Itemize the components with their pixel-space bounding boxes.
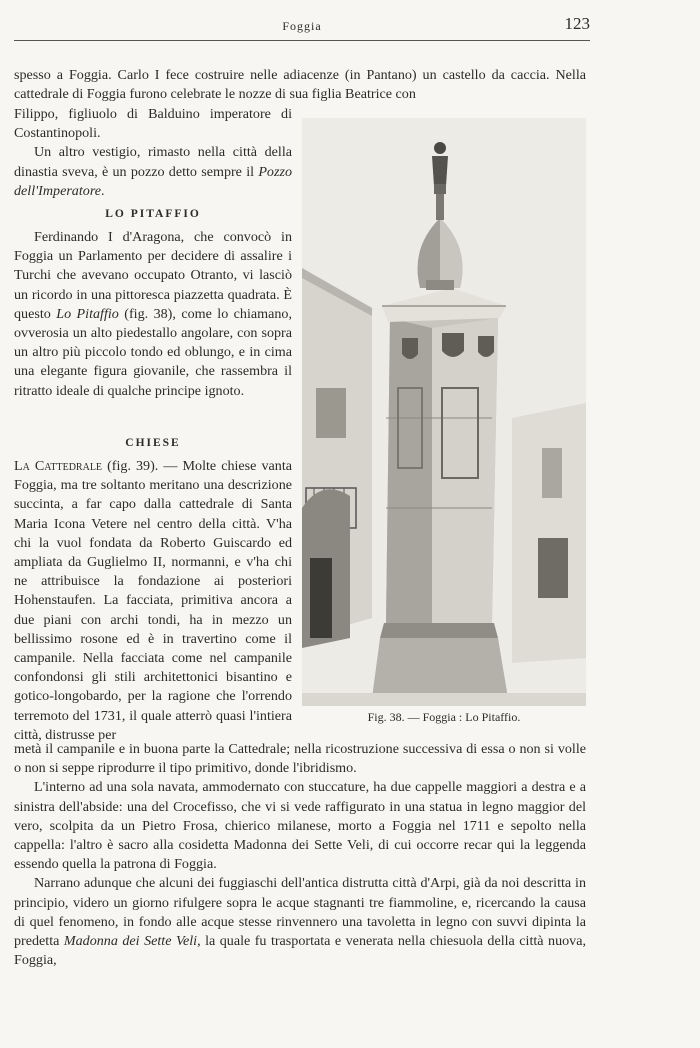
narrano-paragraph: Narrano adunque che alcuni dei fuggiaschi dell'antica distrutta città d'Arpi, già da noi descritta in principio, videro un giorno rifulgere sopra le acque stagnanti tre fiammoline, e, ricercando la causa di quel fenomeno, in fondo alle acque stesse rinvennero una tavoletta in legno con suvvi dipinta la predetta Madonna dei Sette Veli, la quale fu trasportata e venerata nella chiesuola della città nuova, Foggia, xyxy=(14,875,586,969)
lower-text xyxy=(14,740,586,970)
figure-caption: Fig. 38. — Foggia : Lo Pitaffio. xyxy=(367,710,521,724)
intro-continuation: Filippo, figliuolo di Balduino imperatore di Costantinopoli. xyxy=(14,106,292,142)
section-heading-pitaffio: LO PITAFFIO xyxy=(105,208,201,220)
pitaffio-name: Lo Pitaffio xyxy=(56,305,119,322)
running-header xyxy=(14,14,590,41)
madonna-name: Madonna dei Sette Veli xyxy=(63,933,198,950)
figure-pitaffio xyxy=(302,118,586,706)
running-title: Foggia xyxy=(282,19,322,33)
column-text-top xyxy=(14,105,292,201)
cattedrale-continuation: metà il campanile e in buona parte la Cattedrale; nella ricostruzione successiva di essa o non si volle o non si seppe riprodurre il tipo primitivo, donde l'ibridismo. xyxy=(14,741,586,777)
intro-paragraph: spesso a Foggia. Carlo I fece costruire nelle adiacenze (in Pantano) un castello da caccia. Nella cattedrale di Foggia furono celebrate le nozze di sua figlia Beatrice con xyxy=(14,67,586,103)
page-number: 123 xyxy=(564,14,590,33)
interno-paragraph: L'interno ad una sola navata, ammodernato con stuccature, ha due cappelle maggiori a destra e a sinistra dell'abside: una del Crocefisso, che vi si vede raffigurato in una statua in legno maggior del vero, scolpita da un Pietro Frosa, chierico milanese, morto a Foggia nel 1711 e sepolto nella cappella: l'altro è sacro alla cosidetta Madonna dei Sette Veli, di cui occorre recar qui la leggenda essendo quella la patrona di Foggia. xyxy=(14,779,586,873)
cattedrale-label: La Cattedrale xyxy=(14,458,103,474)
pozzo-name: Pozzo dell'Imperatore xyxy=(14,163,292,199)
pitaffio-paragraph: Ferdinando I d'Aragona, che convocò in Foggia un Parlamento per decidere di assalire i Turchi che avevano occupato Otranto, vi lasciò un ricordo in una pittoresca piazzetta quadrata. È questo Lo Pitaffio (fig. 38), come lo chiamano, ovverosia un alto piedestallo angolare, con sopra un altro più piccolo tondo ed oblungo, e in cima una elegante figura giovanile, che rassembra il ritratto ideale di qualche principe ignoto. xyxy=(14,229,292,399)
section-heading-chiese: CHIESE xyxy=(125,437,181,449)
pozzo-paragraph: Un altro vestigio, rimasto nella città della dinastia sveva, è un pozzo detto sempre il Pozzo dell'Imperatore. xyxy=(14,144,292,199)
pitaffio-illustration xyxy=(302,118,586,706)
cattedrale-paragraph: La Cattedrale (fig. 39). — Molte chiese vanta Foggia, ma tre soltanto meritano una descrizione succinta, a far capo dalla cattedrale di Santa Maria Icona Vetere nel centro della città. V'ha chi la vuol fondata da Roberto Guiscardo ed ampliata da Guglielmo II, normanni, e v'ha chi ne attribuisce la fondazione ai posteriori Hohenstaufen. La facciata, primitiva ancora a due piani con archi tondi, ha in mezzo un bellissimo rosone ed è in travertino come il campanile. Nella facciata come nel campanile confondonsi gli stili architettonici bisantino e gotico-longobardo, per la ragione che l'orrendo terremoto del 1731, il quale atterrò quasi l'intiera città, distrusse per xyxy=(14,458,292,743)
